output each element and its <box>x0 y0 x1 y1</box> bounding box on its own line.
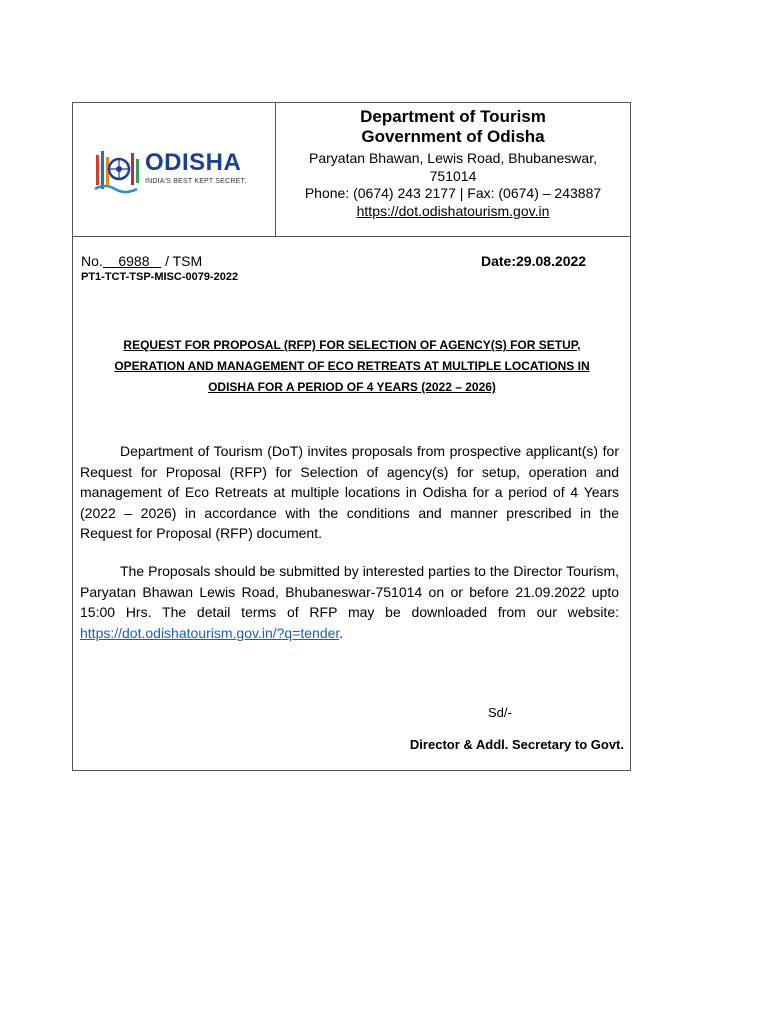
letter-date: Date:29.08.2022 <box>481 253 587 269</box>
odisha-emblem-icon <box>93 145 141 197</box>
ref-value: 6988 <box>118 253 150 269</box>
body-paragraph-2: The Proposals should be submitted by interested parties to the Director Tourism, Paryatan Bhawan Lewis Road, Bhubaneswar-751014 on or before 21.09.2022 upto 15:00 Hrs. The detail terms of RFP may be downloaded from our website: https://dot.odishatourism.gov.in/?q=tender. <box>80 563 619 641</box>
address: Paryatan Bhawan, Lewis Road, Bhubaneswar, 751014 <box>309 150 597 184</box>
ref-suffix: / TSM <box>165 253 203 269</box>
document-frame <box>72 102 631 771</box>
logo-tagline: INDIA'S BEST KEPT SECRET. <box>145 178 247 185</box>
body-paragraph-1: Department of Tourism (DoT) invites proposals from prospective applicant(s) for Request for Proposal (RFP) for Selection of agency(s) for setup, operation and management of Eco Retreats at multiple locations in Odisha for a period of 4 Years (2022 – 2026) in accordance with the conditions and manner prescribed in the Request for Proposal (RFP) document. <box>80 443 619 541</box>
tender-link[interactable]: https://dot.odishatourism.gov.in/?q=tender <box>80 624 340 641</box>
department-name: Department of Tourism <box>360 107 546 126</box>
reference-number <box>81 253 202 269</box>
signed-mark: Sd/- <box>488 705 512 720</box>
website <box>276 202 630 220</box>
logo-cell <box>73 103 276 236</box>
signatory-designation: Director & Addl. Secretary to Govt. <box>409 737 624 752</box>
subject-heading: REQUEST FOR PROPOSAL (RFP) FOR SELECTION OF AGENCY(S) FOR SETUP, OPERATION AND MANAGEMENT OF ECO RETREATS AT MULTIPLE LOCATIONS IN ODISHA FOR A PERIOD OF 4 YEARS (2022 – 2026) <box>114 338 590 394</box>
government-name: Government of Odisha <box>361 127 545 146</box>
department-info <box>276 103 630 236</box>
file-code: PT1-TCT-TSP-MISC-0079-2022 <box>81 271 239 283</box>
phone-fax: Phone: (0674) 243 2177 | Fax: (0674) – 243887 <box>304 185 602 201</box>
website-link[interactable]: https://dot.odishatourism.gov.in <box>356 203 550 219</box>
letterhead <box>73 103 630 237</box>
logo-wordmark: ODISHA <box>145 149 242 176</box>
odisha-logo <box>93 145 263 197</box>
ref-prefix: No. <box>81 253 103 269</box>
